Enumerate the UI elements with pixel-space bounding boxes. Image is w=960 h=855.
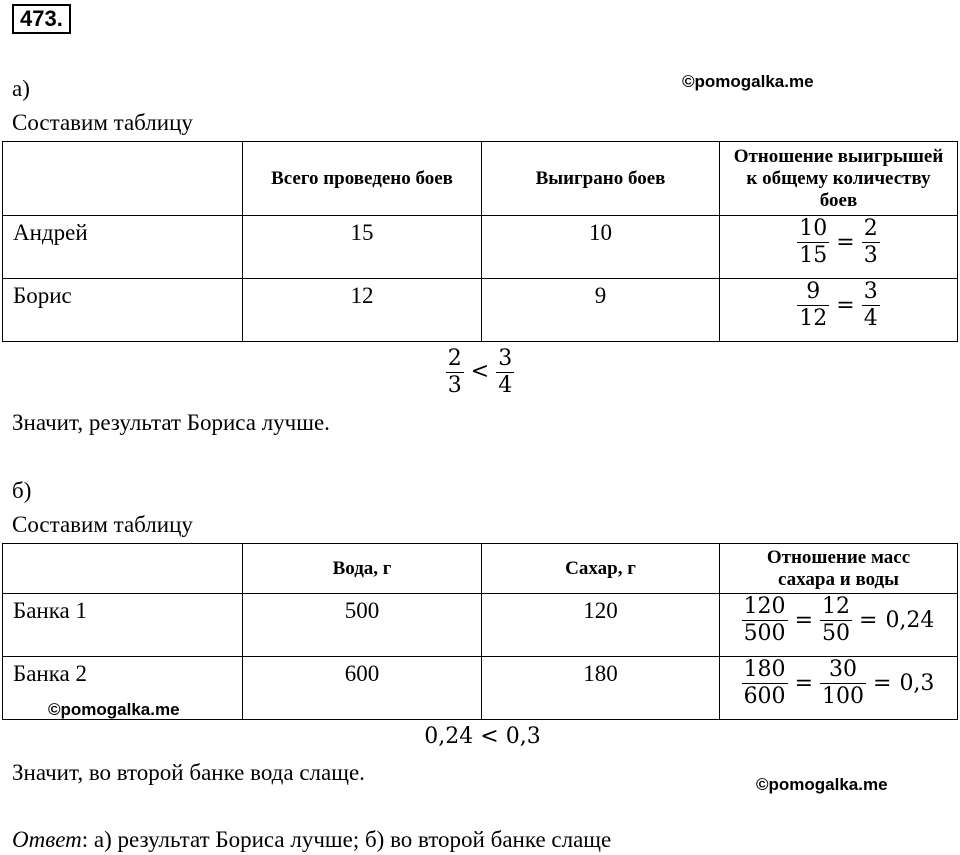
table-row — [3, 216, 958, 279]
row-water: 500 — [243, 594, 482, 657]
row-ratio: $\frac{9}{12}$ = $\frac{3}{4}$ — [720, 279, 958, 342]
table-a-header-ratio: Отношение выигрышей к общему количеству боев — [720, 142, 958, 216]
part-a-intro: Составим таблицу — [12, 110, 193, 135]
row-name: Банка 2 — [3, 657, 243, 720]
part-a-conclusion: Значит, результат Бориса лучше. — [12, 410, 330, 435]
problem-number: 473. — [12, 4, 71, 34]
row-ratio: $\frac{120}{500}$ = $\frac{12}{50}$ = 0,24 — [720, 594, 958, 657]
table-a-header-won: Выиграно боев — [482, 142, 720, 216]
table-a — [2, 141, 958, 342]
table-b-header-empty — [3, 544, 243, 594]
fraction: $\frac{10}{15}$ — [799, 216, 828, 268]
row-total: 12 — [243, 279, 482, 342]
table-row — [3, 279, 958, 342]
answer-line — [12, 827, 611, 853]
table-b-header-row — [3, 544, 958, 594]
watermark-bottom: ©pomogalka.me — [756, 775, 888, 794]
part-b-intro: Составим таблицу — [12, 512, 193, 537]
answer-label: Ответ — [12, 827, 82, 852]
row-sugar: 120 — [482, 594, 720, 657]
part-b-conclusion: Значит, во второй банке вода слаще. — [12, 760, 365, 785]
table-b-header-ratio: Отношение масс сахара и воды — [720, 544, 958, 594]
row-won: 9 — [482, 279, 720, 342]
part-a-comparison: $\frac{2}{3}$ < $\frac{3}{4}$ — [447, 345, 513, 398]
part-b-label: б) — [12, 478, 32, 503]
fraction: $\frac{2}{3}$ — [863, 216, 878, 268]
row-won: 10 — [482, 216, 720, 279]
fraction: $\frac{3}{4}$ — [863, 279, 878, 331]
row-ratio: $\frac{10}{15}$ = $\frac{2}{3}$ — [720, 216, 958, 279]
watermark-top: ©pomogalka.me — [682, 72, 814, 91]
part-a-label: а) — [12, 76, 30, 101]
fraction: $\frac{9}{12}$ — [799, 279, 828, 331]
table-a-header-empty — [3, 142, 243, 216]
table-a-header-row — [3, 142, 958, 216]
row-name: Борис — [3, 279, 243, 342]
table-a-header-total: Всего проведено боев — [243, 142, 482, 216]
row-total: 15 — [243, 216, 482, 279]
table-b-header-water: Вода, г — [243, 544, 482, 594]
table-b-header-sugar: Сахар, г — [482, 544, 720, 594]
table-row — [3, 657, 958, 720]
table-row — [3, 594, 958, 657]
row-name: Андрей — [3, 216, 243, 279]
row-sugar: 180 — [482, 657, 720, 720]
row-ratio: $\frac{180}{600}$ = $\frac{30}{100}$ = 0,3 — [720, 657, 958, 720]
row-water: 600 — [243, 657, 482, 720]
row-name: Банка 1 — [3, 594, 243, 657]
answer-text: : а) результат Бориса лучше; б) во второй банке слаще — [81, 827, 612, 852]
part-b-comparison: 0,24 < 0,3 — [424, 724, 541, 749]
table-b — [2, 543, 958, 720]
watermark-table: ©pomogalka.me — [48, 700, 180, 719]
